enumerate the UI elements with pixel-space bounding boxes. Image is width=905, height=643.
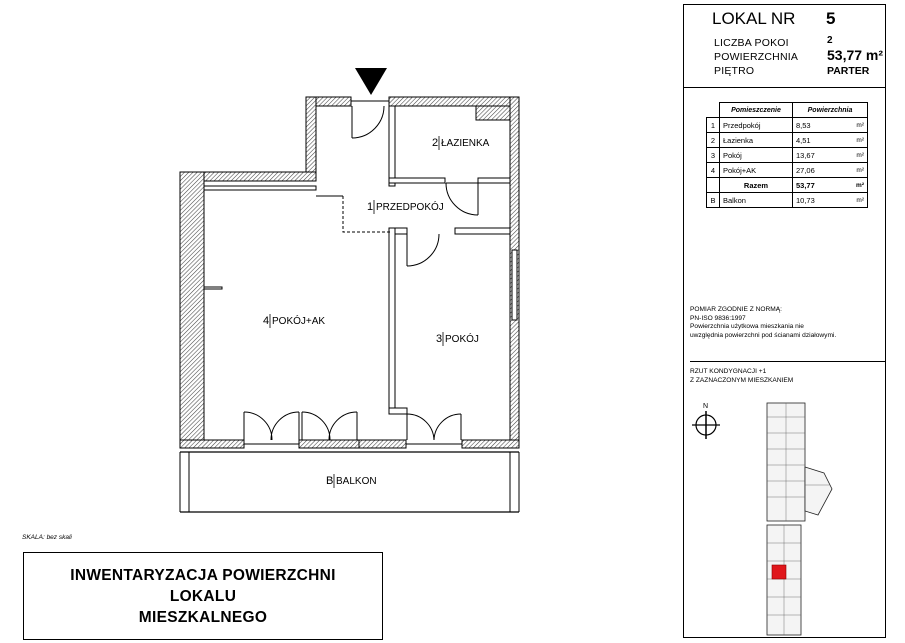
floor-value: PARTER — [827, 65, 870, 77]
north-arrow-icon — [692, 403, 720, 439]
area-value: 53,77 m² — [827, 47, 884, 63]
title-line-2: LOKALU — [169, 587, 237, 605]
highlighted-unit — [772, 565, 786, 579]
svg-text:3: 3 — [436, 333, 443, 345]
unit-number-label: LOKAL NR — [712, 9, 796, 28]
unit-number: 5 — [826, 9, 836, 28]
svg-text:N: N — [703, 403, 709, 410]
measurement-note: POMIAR ZGODNIE Z NORMĄ: PN-ISO 9836:1997 Powierzchnia użytkowa mieszkania nie uwzględnia powierzchni pod ścianami działowymi. — [690, 306, 885, 362]
building-key-plan — [684, 393, 885, 637]
table-row-balcony: B Balkon 10,73 m² — [707, 193, 868, 208]
room-label-1 — [367, 200, 444, 214]
interior-walls — [204, 106, 510, 414]
floor-view-caption: RZUT KONDYGNACJI +1 Z ZAZNACZONYM MIESZKANIEM — [690, 368, 794, 384]
exterior-walls — [180, 97, 519, 448]
table-header-row — [707, 103, 868, 118]
svg-text:B: B — [326, 475, 334, 487]
unit-header — [684, 5, 885, 88]
title-line-3: MIESZKALNEGO — [138, 608, 268, 626]
table-row: 4 Pokój+AK 27,06 m² — [707, 163, 868, 178]
area-label: POWIERZCHNIA — [714, 51, 799, 63]
svg-text:1: 1 — [367, 201, 374, 213]
floor-label: PIĘTRO — [714, 65, 755, 77]
col-area-header: Powierzchnia — [793, 103, 868, 118]
room-label-2 — [432, 136, 490, 150]
room-label-3 — [436, 332, 479, 346]
document-title — [23, 552, 383, 640]
svg-text:POKÓJ: POKÓJ — [445, 334, 479, 345]
balcony-doors — [244, 412, 462, 444]
rooms-table — [706, 102, 868, 208]
rooms-count-label: LICZBA POKOI — [714, 37, 789, 49]
svg-text:2: 2 — [432, 137, 439, 149]
room-label-balcony — [326, 474, 377, 488]
svg-text:4: 4 — [263, 315, 270, 327]
room-label-4 — [263, 314, 325, 328]
entrance-arrow-icon — [355, 68, 387, 95]
svg-text:BALKON: BALKON — [336, 476, 377, 487]
svg-text:PRZEDPOKÓJ: PRZEDPOKÓJ — [376, 202, 444, 213]
table-row: 2 Łazienka 4,51 m² — [707, 133, 868, 148]
table-sum-row: Razem 53,77 m² — [707, 178, 868, 193]
rooms-count-value: 2 — [827, 35, 833, 46]
scale-note: SKALA: bez skali — [22, 534, 72, 541]
svg-text:ŁAZIENKA: ŁAZIENKA — [441, 138, 490, 149]
table-row: 1 Przedpokój 8,53 m² — [707, 118, 868, 133]
info-panel — [683, 4, 886, 638]
table-row: 3 Pokój 13,67 m² — [707, 148, 868, 163]
svg-text:POKÓJ+AK: POKÓJ+AK — [272, 316, 326, 327]
title-line-1: INWENTARYZACJA POWIERZCHNI — [70, 566, 336, 584]
col-room-header: Pomieszczenie — [720, 103, 793, 118]
